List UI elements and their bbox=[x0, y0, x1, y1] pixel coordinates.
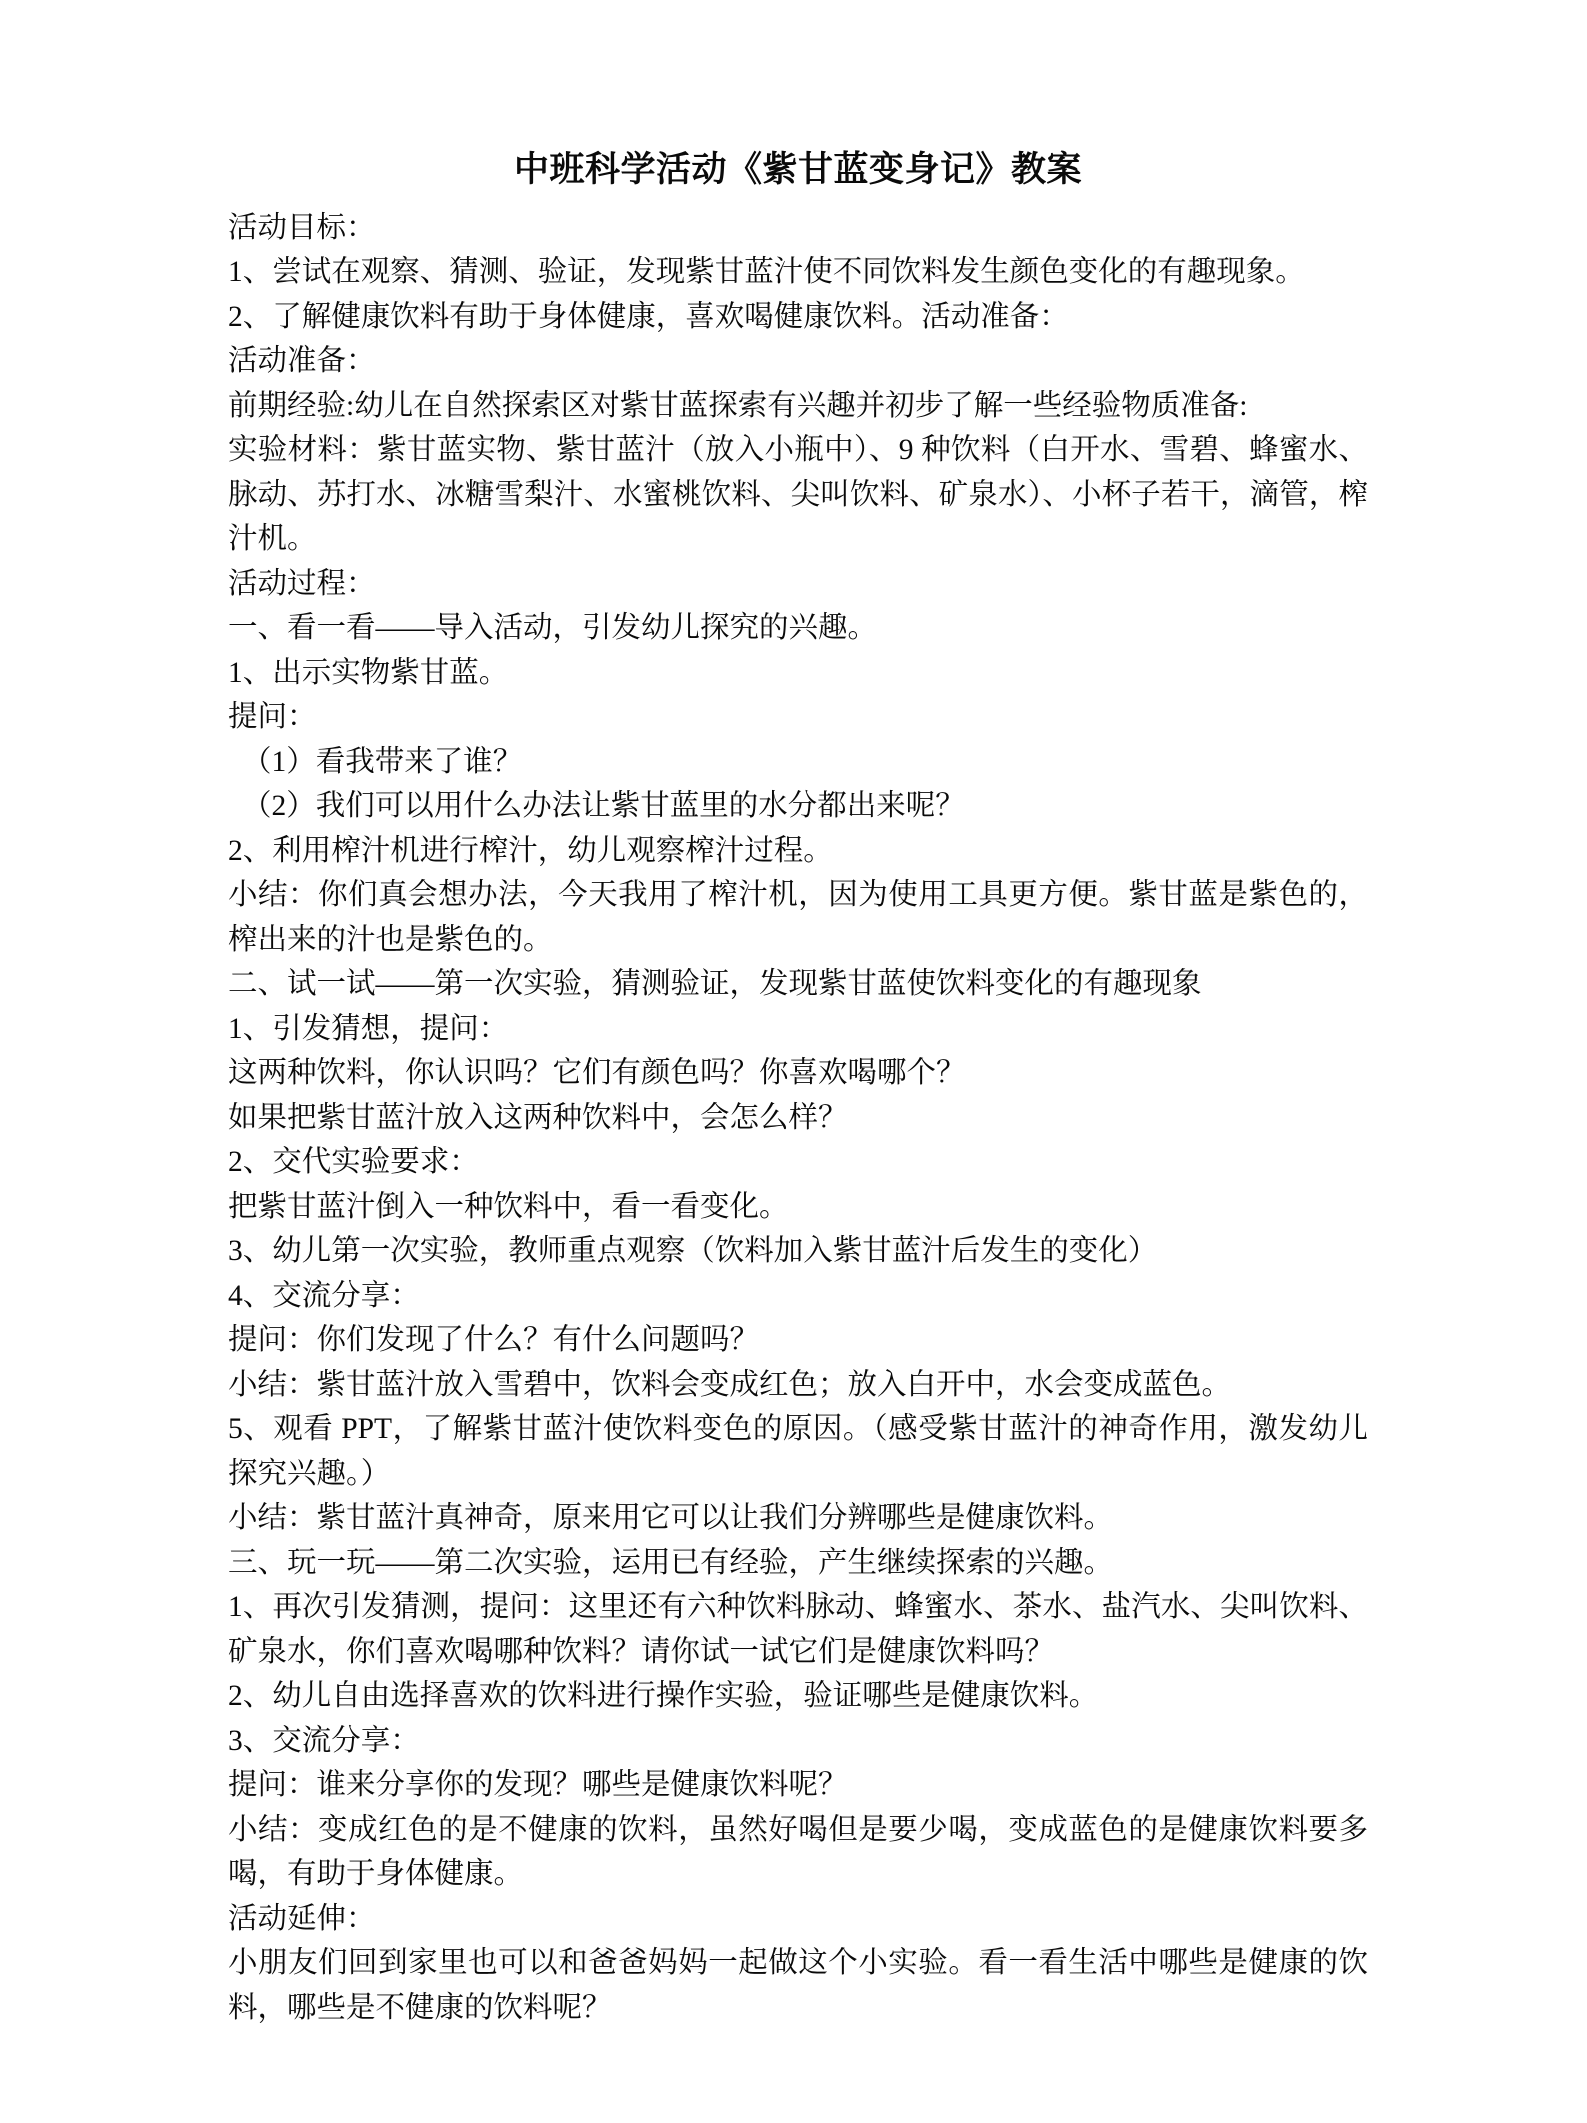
document-body bbox=[228, 148, 1368, 2030]
paragraph-goal-2: 2、了解健康饮料有助于身体健康，喜欢喝健康饮料。活动准备： bbox=[228, 300, 1069, 333]
paragraph-step-1-show-cabbage: 1、出示实物紫甘蓝。 bbox=[228, 656, 509, 689]
paragraph-section-two: 二、试一试——第一次实验，猜测验证，发现紫甘蓝使饮料变化的有趣现象 bbox=[228, 968, 1202, 1001]
paragraph-process-heading: 活动过程： bbox=[228, 567, 376, 600]
paragraph-step-5-ppt: 5、观看 PPT，了解紫甘蓝汁使饮料变色的原因。（感受紫甘蓝汁的神奇作用，激发幼儿探究兴趣。） bbox=[228, 1413, 1368, 1490]
paragraph-step-2-free-choice: 2、幼儿自由选择喜欢的饮料进行操作实验，验证哪些是健康饮料。 bbox=[228, 1680, 1099, 1713]
paragraph-summary-1: 小结：你们真会想办法，今天我用了榨汁机，因为使用工具更方便。紫甘蓝是紫色的，榨出来的汁也是紫色的。 bbox=[228, 879, 1368, 956]
paragraph-extension-heading: 活动延伸： bbox=[228, 1902, 376, 1935]
paragraph-section-one: 一、看一看——导入活动，引发幼儿探究的兴趣。 bbox=[228, 612, 878, 645]
paragraph-goal-1: 1、尝试在观察、猜测、验证，发现紫甘蓝汁使不同饮料发生颜色变化的有趣现象。 bbox=[228, 256, 1305, 289]
paragraph-step-1-guess: 1、引发猜想，提问： bbox=[228, 1012, 509, 1045]
paragraph-final-share-question: 提问：谁来分享你的发现？哪些是健康饮料呢？ bbox=[228, 1769, 848, 1802]
paragraph-section-three: 三、玩一玩——第二次实验，运用已有经验，产生继续探索的兴趣。 bbox=[228, 1546, 1114, 1579]
page-title: 中班科学活动《紫甘蓝变身记》教案 bbox=[513, 150, 1082, 189]
paragraph-activity-goals-heading: 活动目标： bbox=[228, 211, 376, 244]
paragraph-guess-question-1: 这两种饮料，你认识吗？它们有颜色吗？你喜欢喝哪个？ bbox=[228, 1057, 966, 1090]
paragraph-requirement-detail: 把紫甘蓝汁倒入一种饮料中，看一看变化。 bbox=[228, 1190, 789, 1223]
paragraph-summary-2: 小结：紫甘蓝汁放入雪碧中，饮料会变成红色；放入白开中，水会变成蓝色。 bbox=[228, 1368, 1232, 1401]
paragraph-step-3-first-experiment: 3、幼儿第一次实验，教师重点观察（饮料加入紫甘蓝汁后发生的变化） bbox=[228, 1235, 1158, 1268]
paragraph-question-1: （1）看我带来了谁？ bbox=[242, 745, 523, 778]
paragraph-step-2-juicer: 2、利用榨汁机进行榨汁，幼儿观察榨汁过程。 bbox=[228, 834, 833, 867]
paragraph-question-2: （2）我们可以用什么办法让紫甘蓝里的水分都出来呢？ bbox=[242, 790, 965, 823]
paragraph-step-1-second-guess: 1、再次引发猜测，提问：这里还有六种饮料脉动、蜂蜜水、茶水、盐汽水、尖叫饮料、矿泉水，你们喜欢喝哪种饮料？请你试一试它们是健康饮料吗？ bbox=[228, 1591, 1368, 1668]
paragraph-prior-experience: 前期经验:幼儿在自然探索区对紫甘蓝探索有兴趣并初步了解一些经验物质准备: bbox=[228, 389, 1248, 422]
paragraph-extension-detail: 小朋友们回到家里也可以和爸爸妈妈一起做这个小实验。看一看生活中哪些是健康的饮料，哪些是不健康的饮料呢？ bbox=[228, 1947, 1368, 2024]
paragraph-summary-4: 小结：变成红色的是不健康的饮料，虽然好喝但是要少喝，变成蓝色的是健康饮料要多喝，有助于身体健康。 bbox=[228, 1813, 1368, 1891]
paragraph-step-4-share: 4、交流分享： bbox=[228, 1279, 420, 1312]
paragraph-guess-question-2: 如果把紫甘蓝汁放入这两种饮料中，会怎么样？ bbox=[228, 1101, 848, 1134]
paragraph-experiment-materials: 实验材料：紫甘蓝实物、紫甘蓝汁（放入小瓶中）、9 种饮料（白开水、雪碧、蜂蜜水、脉动、苏打水、冰糖雪梨汁、水蜜桃饮料、尖叫饮料、矿泉水）、小杯子若干，滴管，榨汁机。 bbox=[228, 434, 1368, 556]
paragraph-question-label: 提问： bbox=[228, 701, 317, 734]
paragraph-preparation-heading: 活动准备： bbox=[228, 345, 376, 378]
paragraph-summary-3: 小结：紫甘蓝汁真神奇，原来用它可以让我们分辨哪些是健康饮料。 bbox=[228, 1502, 1114, 1535]
paragraph-step-3-share: 3、交流分享： bbox=[228, 1724, 420, 1757]
paragraph-step-2-requirements: 2、交代实验要求： bbox=[228, 1146, 479, 1179]
paragraph-share-question: 提问：你们发现了什么？有什么问题吗？ bbox=[228, 1324, 760, 1357]
